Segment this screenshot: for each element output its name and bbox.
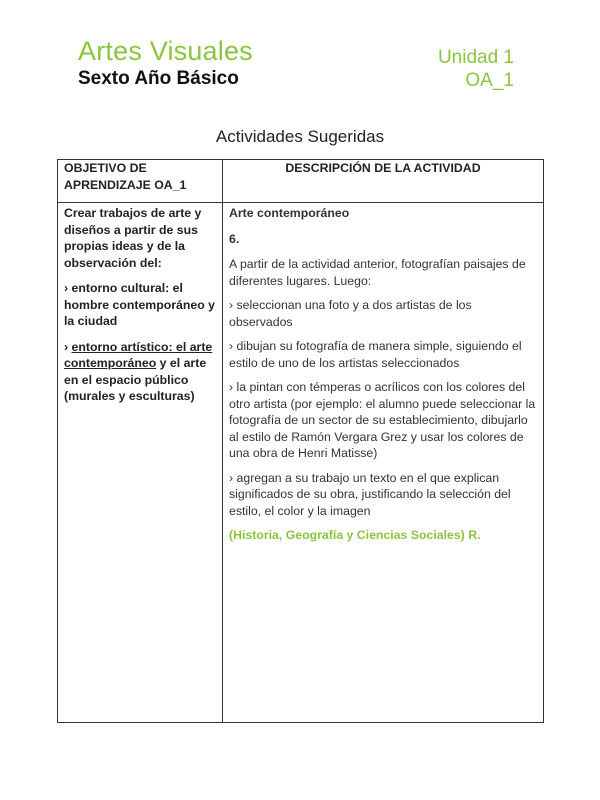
objective-intro: Crear trabajos de arte y diseños a partir de sus propias ideas y de la observación del: [64,206,202,270]
objective-item-lead: › [64,339,72,354]
subject-link-note: (Historia, Geografía y Ciencias Sociales) R. [229,528,481,542]
activity-step: › dibujan su fotografía de manera simple, siguiendo el estilo de uno de los artistas seleccionados [229,339,522,370]
activity-subtitle: Arte contemporáneo [229,206,350,220]
activity-step: › la pintan con témperas o acrílicos con los colores del otro artista (por ejemplo: el alumno puede seleccionar la fotografía de un sector de su establecimiento, dibujarlo al estilo de Ramón Vergara Grez y usar los colores de una obra de Henri Matisse) [229,380,536,460]
objective-cell [58,203,223,723]
document-title: Artes Visuales [78,36,253,66]
grade-subtitle: Sexto Año Básico [78,68,239,89]
objective-column-header: OBJETIVO DE APRENDIZAJE OA_1 [58,160,223,203]
description-column-header: DESCRIPCIÓN DE LA ACTIVIDAD [223,160,544,203]
table-row [58,203,544,723]
objective-item-link: entorno artístico: el arte contemporáneo [64,339,213,370]
table-header-row [58,160,544,203]
objective-item-artistic [64,339,216,405]
activity-step: › seleccionan una foto y a dos artistas de los observados [229,298,472,329]
unit-label: Unidad 1 [437,47,514,68]
objective-item-cultural: › entorno cultural: el hombre contemporáneo y la ciudad [64,281,216,328]
activity-intro: A partir de la actividad anterior, fotografían paisajes de diferentes lugares. Luego: [229,257,526,288]
activities-table [57,159,544,723]
description-cell [223,203,544,723]
activity-step: › agregan a su trabajo un texto en el que explican significados de su obra, justificando la selección del estilo, el color y la imagen [229,470,511,518]
oa-label: OA_1 [465,70,514,91]
objective-item-rest: y el arte en el espacio público (murales y esculturas) [64,356,207,403]
activity-number: 6. [229,231,240,246]
section-title: Actividades Sugeridas [215,127,385,146]
